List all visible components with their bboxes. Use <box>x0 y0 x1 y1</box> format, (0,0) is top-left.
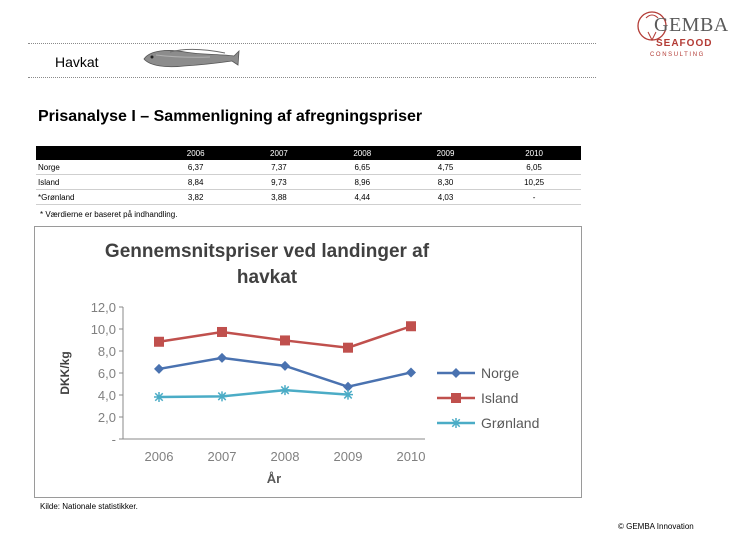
price-table <box>36 146 581 205</box>
x-axis-label: År <box>266 471 282 486</box>
page-heading: Prisanalyse I – Sammenligning af afregningspriser <box>38 108 423 125</box>
table-cell: 8,96 <box>321 175 404 190</box>
logo-word-gemba: GEMBA <box>654 14 729 36</box>
table-cell: 4,75 <box>404 160 487 175</box>
chart-container <box>34 226 582 498</box>
table-cell: 7,37 <box>237 160 320 175</box>
data-point-island <box>343 343 353 353</box>
table-cell: 3,82 <box>154 190 237 205</box>
table-cell: 6,37 <box>154 160 237 175</box>
chart-title-line-2: havkat <box>236 267 298 288</box>
logo-word-consulting: CONSULTING <box>650 52 705 58</box>
y-tick-label: 12,0 <box>90 300 116 315</box>
data-point-gr-nland <box>343 390 353 400</box>
chart-title-line-1: Gennemsnitspriser ved landinger af <box>104 241 430 262</box>
logo-word-seafood: SEAFOOD <box>656 38 713 49</box>
legend-label-island: Island <box>481 390 519 406</box>
data-point-norge <box>154 364 164 374</box>
table-cell: 6,65 <box>321 160 404 175</box>
gemba-logo <box>636 6 729 60</box>
header-divider <box>28 77 596 78</box>
x-tick-label: 2008 <box>270 449 300 464</box>
x-tick-label: 2007 <box>207 449 237 464</box>
fish-icon <box>140 46 240 72</box>
top-divider <box>28 43 596 44</box>
row-label: *Grønland <box>36 190 154 205</box>
y-tick-label: 10,0 <box>90 322 116 337</box>
table-cell: 8,30 <box>404 175 487 190</box>
table-cell: 9,73 <box>237 175 320 190</box>
table-cell: 8,84 <box>154 175 237 190</box>
table-header-cell: 2008 <box>321 146 404 160</box>
y-tick-label: 8,0 <box>97 344 116 359</box>
table-cell: - <box>487 190 581 205</box>
y-axis-label: DKK/kg <box>58 351 72 395</box>
data-point-gr-nland <box>280 385 290 395</box>
line-chart <box>35 227 581 497</box>
table-header-cell: 2007 <box>237 146 320 160</box>
table-header-cell: 2006 <box>154 146 237 160</box>
data-point-gr-nland <box>217 391 227 401</box>
table-header-row <box>36 146 581 160</box>
y-tick-label: 2,0 <box>97 410 116 425</box>
table-header-cell: 2009 <box>404 146 487 160</box>
data-point-gr-nland <box>154 392 164 402</box>
data-point-island <box>217 327 227 337</box>
section-title: Havkat <box>55 54 99 70</box>
legend-label-norge: Norge <box>481 365 520 381</box>
data-point-island <box>406 321 416 331</box>
copyright: © GEMBA Innovation <box>618 522 694 531</box>
y-tick-label: - <box>111 432 116 447</box>
table-cell: 10,25 <box>487 175 581 190</box>
series-line-gr-nland <box>159 390 348 397</box>
source-note: Kilde: Nationale statistikker. <box>40 502 138 511</box>
legend-label-gr-nland: Grønland <box>481 415 540 431</box>
table-row <box>36 190 581 205</box>
legend-marker-gr-nland <box>451 418 461 428</box>
table-row <box>36 175 581 190</box>
table-cell: 3,88 <box>237 190 320 205</box>
table-cell: 4,03 <box>404 190 487 205</box>
legend-marker-norge <box>451 368 461 378</box>
data-point-island <box>280 335 290 345</box>
table-header-blank <box>36 146 154 160</box>
data-point-norge <box>217 353 227 363</box>
table-row <box>36 160 581 175</box>
data-point-island <box>154 337 164 347</box>
y-tick-label: 6,0 <box>97 366 116 381</box>
data-point-norge <box>280 361 290 371</box>
table-cell: 4,44 <box>321 190 404 205</box>
legend-marker-island <box>451 393 461 403</box>
footnote: * Værdierne er baseret på indhandling. <box>40 210 178 219</box>
table-cell: 6,05 <box>487 160 581 175</box>
x-tick-label: 2010 <box>396 449 426 464</box>
row-label: Norge <box>36 160 154 175</box>
y-tick-label: 4,0 <box>97 388 116 403</box>
table-header-cell: 2010 <box>487 146 581 160</box>
x-tick-label: 2009 <box>333 449 363 464</box>
row-label: Island <box>36 175 154 190</box>
x-tick-label: 2006 <box>144 449 174 464</box>
data-point-norge <box>406 367 416 377</box>
